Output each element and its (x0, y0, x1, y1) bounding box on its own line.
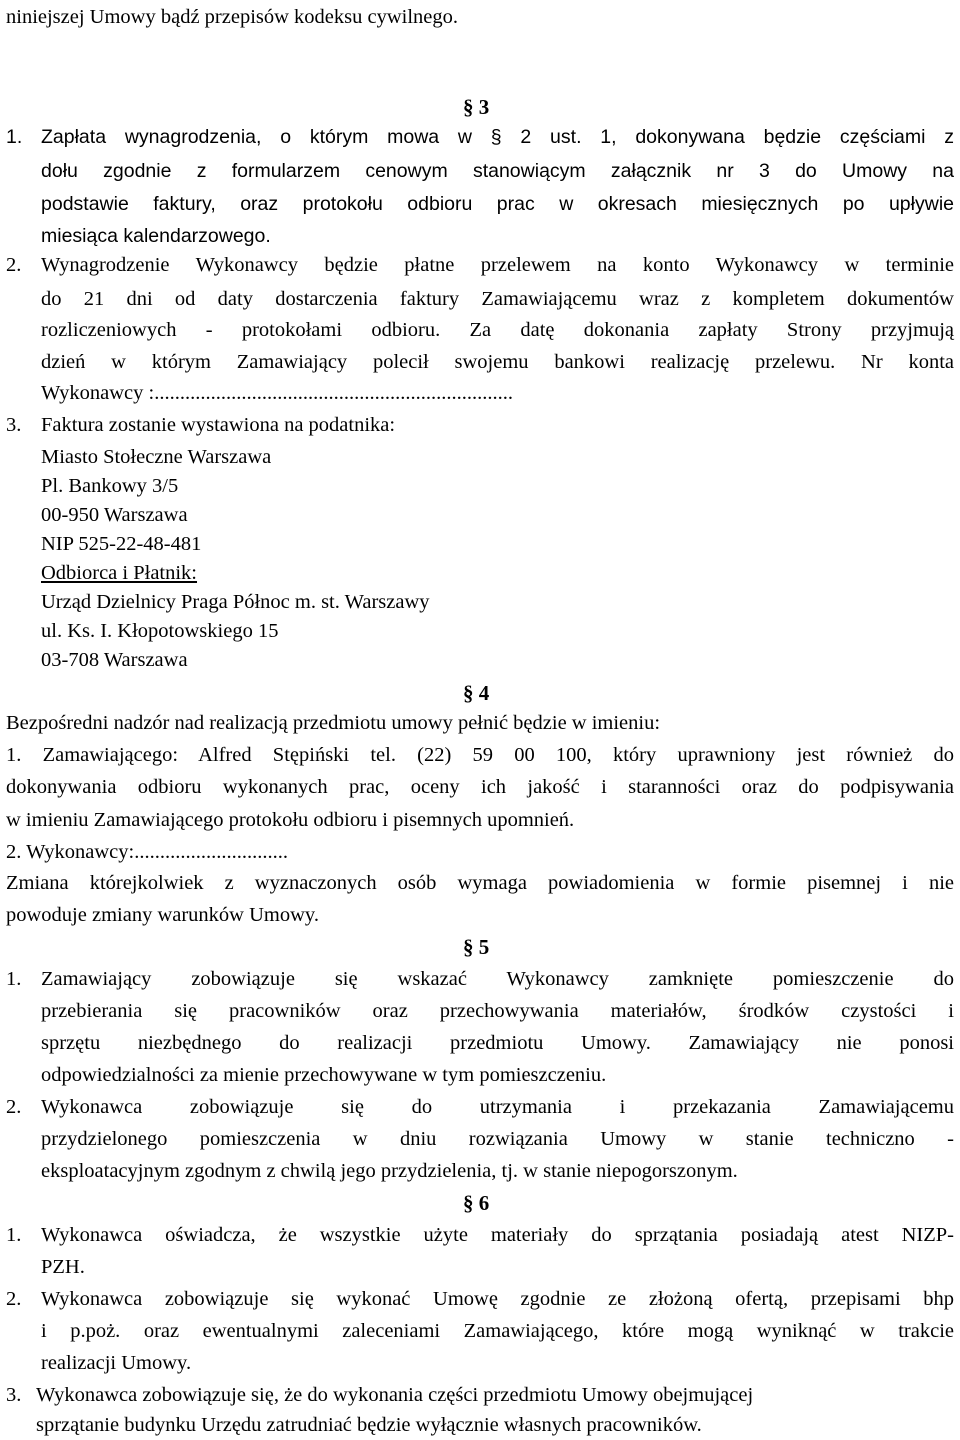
item-number: 3. (6, 1384, 22, 1406)
text-line: Faktura zostanie wystawiona na podatnika: (41, 414, 396, 436)
text-line: dzień w którym Zamawiający polecił swojemu bankowi realizację przelewu. Nr konta (41, 351, 954, 373)
text-line: niniejszej Umowy bądź przepisów kodeksu cywilnego. (6, 6, 459, 28)
item-number: 1. (6, 968, 22, 990)
section-heading-5: § 5 (463, 935, 490, 959)
text-line: Zapłata wynagrodzenia, o którym mowa w § 2 ust. 1, dokonywana będzie częściami z (41, 126, 954, 148)
text-line: realizacji Umowy. (41, 1352, 192, 1374)
section-heading-4: § 4 (463, 681, 490, 705)
text-line: sprzętu niezbędnego do realizacji przedmiotu Umowy. Zamawiający nie ponosi (41, 1032, 954, 1054)
text-line: do 21 dni od daty dostarczenia faktury Zamawiającemu wraz z kompletem dokumentów (41, 288, 954, 310)
text-line: Wykonawca zobowiązuje się wykonać Umowę zgodnie ze złożoną ofertą, przepisami bhp (41, 1288, 954, 1310)
text-line: Wykonawca zobowiązuje się, że do wykonania części przedmiotu Umowy obejmującej (36, 1384, 754, 1406)
text-line: Zamawiający zobowiązuje się wskazać Wykonawcy zamknięte pomieszczenie do (41, 968, 954, 990)
text-line: w imieniu Zamawiającego protokołu odbioru i pisemnych upomnień. (6, 809, 575, 831)
text-line: Pl. Bankowy 3/5 (41, 475, 179, 497)
text-line: NIP 525-22-48-481 (41, 533, 202, 555)
text-line: Zmiana którejkolwiek z wyznaczonych osób wymaga powiadomienia w formie pisemnej i nie (6, 872, 954, 894)
text-line: 1. Zamawiającego: Alfred Stępiński tel. (22) 59 00 100, który uprawniony jest również do (6, 744, 954, 766)
item-number: 1. (6, 126, 23, 148)
text-line: Bezpośredni nadzór nad realizacją przedmiotu umowy pełnić będzie w imieniu: (6, 712, 661, 734)
section-heading-3: § 3 (463, 95, 490, 119)
text-line: 03-708 Warszawa (41, 649, 188, 671)
text-line: eksploatacyjnym zgodnym z chwilą jego przydzielenia, tj. w stanie niepogorszonym. (41, 1160, 738, 1182)
text-line: Wykonawca oświadcza, że wszystkie użyte materiały do sprzątania posiadają atest NIZP- (41, 1224, 954, 1246)
text-line: przebierania się pracowników oraz przechowywania materiałów, środków czystości i (41, 1000, 954, 1022)
text-line: Wynagrodzenie Wykonawcy będzie płatne przelewem na konto Wykonawcy w terminie (41, 254, 954, 276)
section-heading-6: § 6 (463, 1191, 490, 1215)
text-line: Wykonawcy :...................................................................... (41, 382, 513, 404)
text-line: Wykonawca zobowiązuje się do utrzymania i przekazania Zamawiającemu (41, 1096, 954, 1118)
text-line: 00-950 Warszawa (41, 504, 188, 526)
text-line: i p.poż. oraz ewentualnymi zaleceniami Zamawiającego, które mogą wyniknąć w trakcie (41, 1320, 954, 1342)
item-number: 3. (6, 414, 22, 436)
item-number: 2. (6, 1096, 22, 1118)
text-line: odpowiedzialności za mienie przechowywane w tym pomieszczeniu. (41, 1064, 607, 1086)
text-line: podstawie faktury, oraz protokołu odbioru prac w okresach miesięcznych po upływie (41, 193, 954, 215)
item-number: 1. (6, 1224, 22, 1246)
text-line: Urząd Dzielnicy Praga Północ m. st. Warszawy (41, 591, 430, 613)
item-number: 2. (6, 254, 22, 276)
recipient-label: Odbiorca i Płatnik: (41, 562, 198, 584)
text-line: powoduje zmiany warunków Umowy. (6, 904, 319, 926)
text-line: przydzielonego pomieszczenia w dniu rozwiązania Umowy w stanie techniczno - (41, 1128, 954, 1150)
text-line: Miasto Stołeczne Warszawa (41, 446, 272, 468)
item-number: 2. (6, 1288, 22, 1310)
text-line: dokonywania odbioru wykonanych prac, oceny ich jakość i staranności oraz do podpisywania (6, 776, 954, 798)
text-line: ul. Ks. I. Kłopotowskiego 15 (41, 620, 279, 642)
text-line: dołu zgodnie z formularzem cenowym stanowiącym załącznik nr 3 do Umowy na (41, 160, 954, 182)
text-line: rozliczeniowych - protokołami odbioru. Za datę dokonania zapłaty Strony przyjmują (41, 319, 954, 341)
text-line: sprzątanie budynku Urzędu zatrudniać będzie wyłącznie własnych pracowników. (36, 1414, 702, 1436)
text-line: 2. Wykonawcy:.............................. (6, 841, 288, 863)
text-line: PZH. (41, 1256, 85, 1278)
text-line: miesiąca kalendarzowego. (41, 225, 271, 247)
